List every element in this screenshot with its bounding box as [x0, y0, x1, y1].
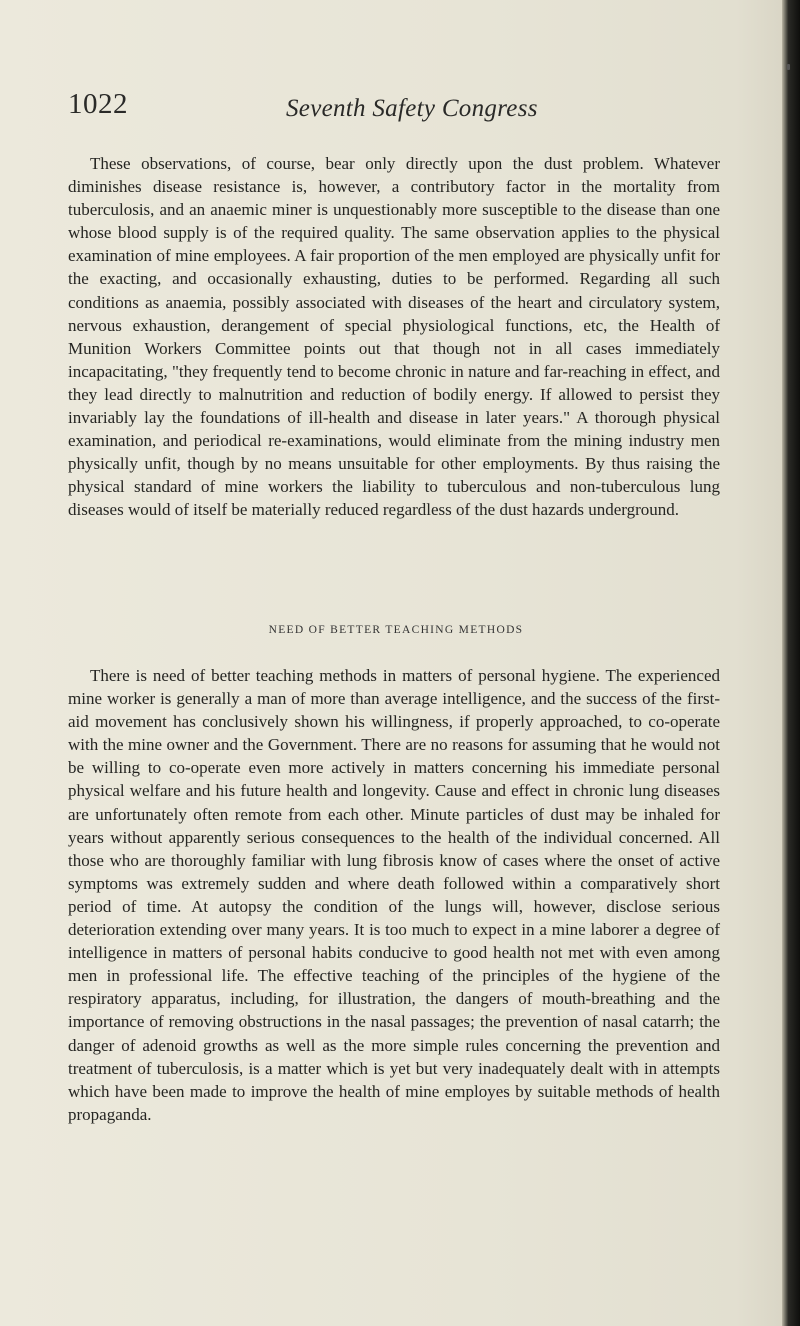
running-head: Seventh Safety Congress	[286, 95, 538, 122]
paragraph-dust-problem: These observations, of course, bear only directly upon the dust problem. Whatever diminishes disease resistance is, however, a contributory factor in the mortality from tuberculosis, and an anaemic miner is unquestionably more susceptible to the disease than one whose blood supply is of the required quality. The same observation applies to the physical examination of mine employees. A fair proportion of the men employed are physically unfit for the exacting, and occasionally exhausting, duties to be performed. Regarding all such conditions as anaemia, possibly associated with diseases of the heart and circulatory system, nervous exhaustion, derangement of special physiological functions, etc, the Health of Munition Workers Committee points out that though not in all cases immediately incapacitating, "they frequently tend to become chronic in nature and far-reaching in effect, and they lead directly to malnutrition and reduction of bodily energy. If allowed to persist they invariably lay the foundations of ill-health and disease in later years." A thorough physical examination, and periodical re-examinations, would eliminate from the mining industry men physically unfit, though by no means unsuitable for other employments. By thus raising the physical standard of mine workers the liability to tuberculous and non-tuberculous lung diseases would of itself be materially reduced regardless of the dust hazards underground.	[68, 154, 720, 520]
page-speck	[787, 64, 790, 70]
section-heading: NEED OF BETTER TEACHING METHODS	[268, 624, 524, 636]
page-edge-shadow	[782, 0, 800, 1326]
paragraph-teaching-methods: There is need of better teaching methods in matters of personal hygiene. The experienced mine worker is generally a man of more than average intelligence, and the success of the first-aid movement has conclusively shown his willingness, if properly approached, to co-operate with the mine owner and the Government. There are no reasons for assuming that he would not be willing to co-operate even more actively in matters concerning his immediate personal physical welfare and his future health and longevity. Cause and effect in chronic lung diseases are unfortunately often remote from each other. Minute particles of dust may be inhaled for years without apparently serious consequences to the health of the individual concerned. All those who are thoroughly familiar with lung fibrosis know of cases where the onset of active symptoms was extremely sudden and where death followed within a comparatively short period of time. At autopsy the condition of the lungs will, however, disclose serious deterioration extending over many years. It is too much to expect in a mine laborer a degree of intelligence in matters of personal habits conducive to good health not met with even among men in professional life. The effective teaching of the principles of the hygiene of the respiratory apparatus, including, for illustration, the dangers of mouth-breathing and the importance of removing obstructions in the nasal passages; the prevention of nasal catarrh; the danger of adenoid growths as well as the more simple rules concerning the prevention and treatment of tuberculosis, is a matter which is yet but very inadequately dealt with in attempts which have been made to improve the health of mine employes by suitable methods of health propaganda.	[68, 666, 720, 1124]
page-number: 1022	[68, 88, 128, 120]
